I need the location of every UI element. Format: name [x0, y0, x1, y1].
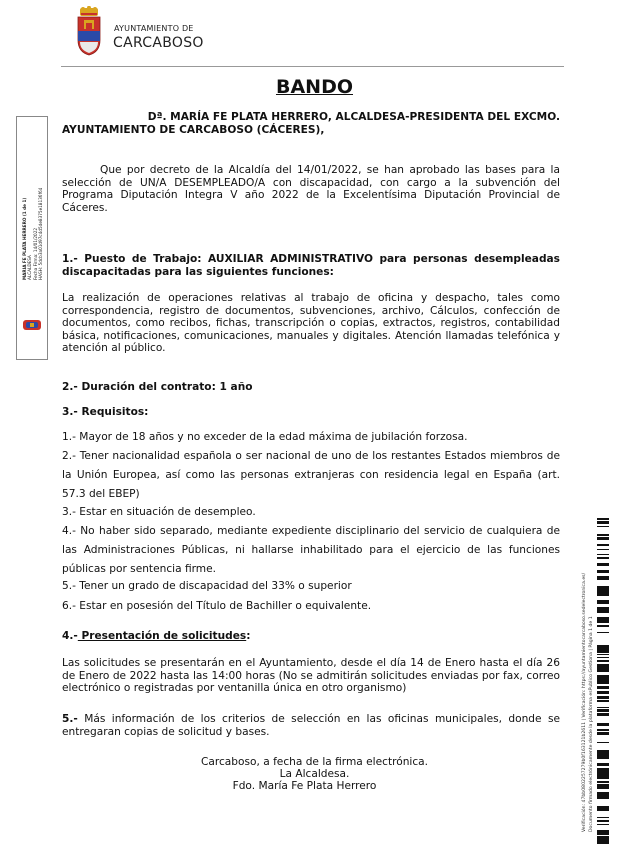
barcode-bar [597, 622, 609, 623]
barcode-bar [597, 610, 609, 612]
barcode-bar [597, 645, 609, 646]
barcode-bar [597, 680, 609, 682]
section-4-text: Las solicitudes se presentarán en el Ayuntamiento, desde el día 14 de Enero hasta el día 26 de Enero de 2022 hasta las 14:00 horas (No se admitirán solicitudes enviadas por fax, correo electrónico o registradas por ventanilla única en otro organismo) [62, 657, 560, 694]
barcode-bar [597, 715, 609, 716]
issuer-line-1: Dª. MARÍA FE PLATA HERRERO, ALCALDESA-PRESIDENTA DEL EXCMO. [147, 111, 560, 123]
section-4-number: 4.- [62, 630, 78, 642]
stamp-signer: MARIA FE PLATA HERRERO (1 de 1) [22, 197, 27, 280]
section-4-heading [62, 630, 560, 643]
section-2-heading: 2.- Duración del contrato: 1 año [62, 381, 253, 393]
barcode-bar [597, 768, 609, 771]
section-3-heading: 3.- Requisitos: [62, 406, 149, 418]
barcode-bar [597, 632, 609, 633]
barcode-bar [597, 830, 609, 832]
barcode-bar [597, 558, 609, 559]
barcode-bar [597, 733, 609, 735]
intro-paragraph: Que por decreto de la Alcaldía del 14/01/2022, se han aprobado las bases para la selección de UN/A DESEMPLEADO/A con discapacidad, con cargo a la subvención del Programa Diputación Integra V año 2022 de la Excelentísima Diputación Provincial de Cáceres. [62, 164, 560, 214]
barcode-bar [597, 784, 609, 787]
barcode-bar [597, 754, 609, 757]
barcode-bar [597, 806, 609, 808]
requirement-item: 5.- Tener un grado de discapacidad del 33% o superior [62, 580, 352, 592]
barcode-bar [597, 600, 609, 603]
barcode-bar [597, 544, 609, 546]
section-4-colon: : [246, 630, 251, 642]
barcode-bar [597, 774, 609, 775]
section-1-text: La realización de operaciones relativas al trabajo de oficina y despacho, tales como correspondencia, registro de documentos, subvenciones, archivo, Cálculos, confección de documentos, como recibos, fichas, transcripción o copias, extractos, registros, contabilidad básica, notificaciones, comunicaciones, manuales y digitales. Atención llamadas telefónica y atención al público. [62, 292, 560, 354]
barcode-bar [597, 757, 609, 759]
barcode-bar [597, 534, 609, 536]
barcode-bar [597, 518, 609, 520]
barcode-bar [597, 612, 609, 613]
barcode-bar [597, 700, 609, 702]
closing-place-date: Carcaboso, a fecha de la firma electrónica. [200, 756, 429, 768]
barcode-bar [597, 664, 609, 665]
barcode-bar [597, 820, 609, 822]
barcode-bar [597, 576, 609, 578]
barcode-bar [597, 842, 609, 844]
barcode-bar [597, 787, 609, 789]
barcode-bar [597, 608, 609, 610]
barcode-bar [597, 521, 609, 523]
barcode-bar [597, 792, 609, 794]
barcode-bar [597, 832, 609, 835]
barcode-bar [597, 586, 609, 587]
barcode-bar [597, 839, 609, 842]
coat-of-arms-icon [75, 6, 103, 56]
barcode-bar [597, 526, 609, 527]
barcode-bar [597, 723, 609, 726]
barcode-icon [569, 518, 609, 848]
stamp-date: Fecha Firma: 14/01/2022 [32, 227, 38, 280]
barcode-bar [597, 554, 609, 555]
barcode-bar [597, 578, 609, 580]
barcode-bar [597, 808, 609, 811]
barcode-bar [597, 732, 609, 733]
organization-name: CARCABOSO [113, 35, 204, 51]
barcode-bar [597, 794, 609, 797]
stamp-text-block [22, 48, 46, 280]
barcode-bar [597, 750, 609, 753]
barcode-bar [597, 707, 609, 708]
barcode-bar [597, 742, 609, 743]
barcode-bar [597, 696, 609, 699]
barcode-bar [597, 537, 609, 540]
requirement-item: 1.- Mayor de 18 años y no exceder de la edad máxima de jubilación forzosa. [62, 431, 468, 443]
barcode-bar [597, 593, 609, 596]
section-5-body: Más información de los criterios de selección en las oficinas municipales, donde se entregaran copias de solicitud y bases. [62, 713, 560, 738]
barcode-bar [597, 763, 609, 764]
barcode-bar [597, 549, 609, 550]
barcode-bar [597, 625, 609, 627]
requirement-item: 6.- Estar en posesión del Título de Bachiller o equivalente. [62, 600, 372, 612]
closing-signature: Fdo. María Fe Plata Herrero [232, 780, 377, 792]
stamp-role: ALCALDESA [27, 255, 33, 280]
barcode-bar [597, 686, 609, 689]
barcode-bar [597, 657, 609, 658]
document-title: BANDO [275, 76, 353, 98]
barcode-bar [597, 557, 609, 558]
section-4-title: Presentación de solicitudes [77, 630, 247, 642]
requirement-item: 3.- Estar en situación de desempleo. [62, 506, 256, 518]
barcode-bar [597, 753, 609, 754]
barcode-bar [597, 797, 609, 799]
barcode-bar [597, 824, 609, 825]
barcode-bar [597, 667, 609, 670]
barcode-bar [597, 646, 609, 648]
section-5-number: 5.- [62, 713, 78, 725]
barcode-bar [597, 570, 609, 573]
barcode-bar [597, 620, 609, 622]
barcode-bar [597, 607, 609, 608]
requirement-item: 4.- No haber sido separado, mediante expediente disciplinario del servicio de cualquiera de las Administraciones Públicas, ni hallarse inhabilitado para el ejercicio de las funciones públicas por sentencia firme. [62, 525, 560, 575]
barcode-bar [597, 675, 609, 677]
stamp-hash: HASH: 5dcb3a01d97c4d5de8375e18136f64 [38, 187, 44, 280]
barcode-bar [597, 587, 609, 590]
barcode-bar [597, 691, 609, 694]
verification-line-2: Documento firmado electrónicamente desde la plataforma esPublico Gestiona | Página 1 de 1 [589, 616, 594, 832]
barcode-bar [597, 650, 609, 653]
barcode-bar [597, 660, 609, 662]
barcode-bar [597, 677, 609, 680]
barcode-bar [597, 603, 609, 604]
barcode-bar [597, 817, 609, 818]
organization-subtitle: AYUNTAMIENTO DE [114, 24, 194, 33]
barcode-bar [597, 714, 609, 715]
stamp-shield-icon [22, 318, 42, 332]
barcode-bar [597, 670, 609, 672]
barcode-bar [597, 713, 609, 714]
barcode-bar [597, 617, 609, 620]
header-divider [61, 66, 564, 67]
barcode-bar [597, 563, 609, 566]
issuer-line-2: AYUNTAMIENTO DE CARCABOSO (CÁCERES), [62, 124, 325, 136]
barcode-bar [597, 682, 609, 684]
section-5-text [62, 713, 560, 738]
barcode-bar [597, 648, 609, 650]
barcode-bar [597, 775, 609, 776]
closing-role: La Alcaldesa. [279, 768, 350, 780]
requirement-item: 2.- Tener nacionalidad española o ser nacional de uno de los restantes Estados miembros de la Unión Europea, así como las personas extranjeras con residencia legal en España (art. 57.3 del EBEP) [62, 450, 560, 500]
barcode-bar [597, 654, 609, 655]
barcode-bar [597, 523, 609, 524]
barcode-bar [597, 776, 609, 779]
barcode-bar [597, 729, 609, 731]
barcode-bar [597, 665, 609, 667]
barcode-bar [597, 781, 609, 783]
verification-line-1: Verificación: 47bb0802257279b0f163121b2611 | Verificación: https://ayuntamientocarcaboso.sedelectronica.es/ [582, 572, 587, 832]
barcode-bar [597, 764, 609, 766]
barcode-bar [597, 709, 609, 712]
barcode-bar [597, 771, 609, 774]
section-1-heading: 1.- Puesto de Trabajo: AUXILIAR ADMINISTRATIVO para personas desempleadas discapacitadas para las siguientes funciones: [62, 253, 560, 278]
barcode-bar [597, 590, 609, 593]
barcode-bar [597, 836, 609, 839]
